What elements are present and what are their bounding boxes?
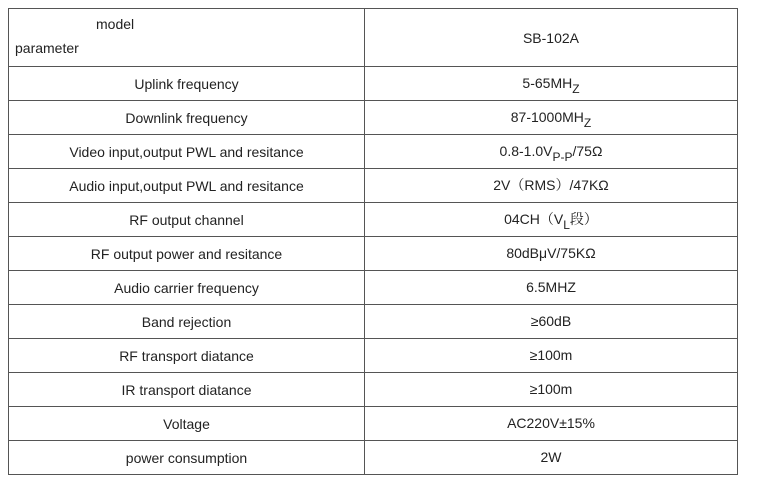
model-value-cell	[365, 9, 738, 67]
value-cell	[365, 441, 738, 475]
value-main: 2V（RMS）/47KΩ	[493, 177, 609, 193]
value-main: ≥100m	[529, 381, 573, 397]
value-main: ≥100m	[529, 347, 573, 363]
table-row	[9, 339, 738, 373]
table-row	[9, 135, 738, 169]
value-subscript: Z	[583, 116, 592, 130]
value-main: AC220V±15%	[507, 415, 595, 431]
parameter-cell	[9, 203, 365, 237]
parameter-label: Voltage	[163, 415, 210, 432]
value-subscript: P-P	[552, 150, 573, 164]
spec-table	[8, 8, 738, 475]
parameter-cell	[9, 237, 365, 271]
parameter-header-label: parameter	[15, 40, 79, 56]
header-row	[9, 9, 738, 67]
value-cell	[365, 135, 738, 169]
value-main: 0.8-1.0V	[499, 143, 553, 159]
parameter-cell	[9, 373, 365, 407]
parameter-cell	[9, 339, 365, 373]
value-main: 2W	[540, 449, 562, 465]
value-cell	[365, 373, 738, 407]
parameter-label: Video input,output PWL and resitance	[69, 143, 304, 160]
table-row	[9, 373, 738, 407]
value-main: 80dBμV/75KΩ	[506, 245, 596, 261]
parameter-cell	[9, 67, 365, 101]
parameter-label: RF output channel	[129, 211, 244, 228]
parameter-label: Uplink frequency	[134, 75, 239, 92]
table-row	[9, 101, 738, 135]
value-main: ≥60dB	[530, 313, 572, 329]
parameter-label: Audio carrier frequency	[114, 279, 259, 296]
parameter-cell	[9, 101, 365, 135]
model-value: SB-102A	[522, 29, 580, 46]
value-cell	[365, 407, 738, 441]
header-diagonal-cell	[9, 9, 365, 67]
value-main: 87-1000MH	[510, 109, 584, 125]
table-row	[9, 271, 738, 305]
parameter-label: IR transport diatance	[121, 381, 252, 398]
value-tail: 段）	[569, 211, 598, 227]
parameter-label: Band rejection	[141, 313, 232, 330]
value-main: 04CH（V	[504, 211, 564, 227]
value-cell	[365, 305, 738, 339]
table-row	[9, 407, 738, 441]
value-main: 5-65MH	[522, 75, 573, 91]
value-subscript: L	[563, 218, 570, 232]
value-subscript: Z	[572, 82, 580, 96]
table-row	[9, 441, 738, 475]
value-cell	[365, 101, 738, 135]
value-cell	[365, 237, 738, 271]
table-row	[9, 305, 738, 339]
table-row	[9, 169, 738, 203]
table-row	[9, 237, 738, 271]
parameter-label: power consumption	[125, 449, 248, 466]
parameter-label: RF transport diatance	[119, 347, 254, 364]
value-main: 6.5MHZ	[526, 279, 576, 295]
parameter-label: Downlink frequency	[125, 109, 248, 126]
value-cell	[365, 339, 738, 373]
table-row	[9, 67, 738, 101]
table-row	[9, 203, 738, 237]
parameter-cell	[9, 305, 365, 339]
value-tail: /75Ω	[572, 143, 603, 159]
value-cell	[365, 203, 738, 237]
parameter-label: RF output power and resitance	[90, 245, 283, 262]
parameter-cell	[9, 441, 365, 475]
parameter-cell	[9, 169, 365, 203]
parameter-label: Audio input,output PWL and resitance	[69, 177, 304, 194]
value-cell	[365, 271, 738, 305]
parameter-cell	[9, 271, 365, 305]
value-cell	[365, 67, 738, 101]
value-cell	[365, 169, 738, 203]
parameter-cell	[9, 407, 365, 441]
model-header-label: model	[96, 16, 135, 32]
parameter-cell	[9, 135, 365, 169]
